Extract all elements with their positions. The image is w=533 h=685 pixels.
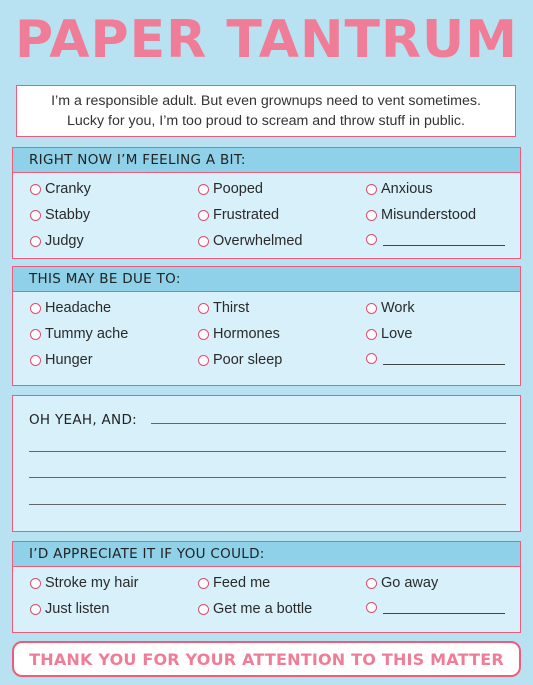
due-option-write-in[interactable] bbox=[366, 352, 505, 365]
radio-icon[interactable] bbox=[30, 184, 41, 195]
appreciate-option-bottle[interactable]: Get me a bottle bbox=[198, 601, 312, 617]
feeling-option-judgy[interactable]: Judgy bbox=[30, 233, 84, 249]
feeling-panel bbox=[12, 147, 521, 259]
due-option-hunger[interactable]: Hunger bbox=[30, 352, 93, 368]
radio-icon[interactable] bbox=[198, 236, 209, 247]
intro-box bbox=[16, 85, 516, 137]
radio-icon[interactable] bbox=[366, 234, 377, 245]
radio-icon[interactable] bbox=[30, 578, 41, 589]
radio-icon[interactable] bbox=[366, 353, 377, 364]
feeling-option-misunderstood[interactable]: Misunderstood bbox=[366, 207, 476, 223]
due-option-tummy-ache[interactable]: Tummy ache bbox=[30, 326, 128, 342]
write-line-2[interactable] bbox=[29, 451, 506, 452]
write-in-line[interactable] bbox=[383, 601, 505, 614]
due-option-poor-sleep[interactable]: Poor sleep bbox=[198, 352, 282, 368]
due-option-headache[interactable]: Headache bbox=[30, 300, 111, 316]
oh-yeah-panel bbox=[12, 395, 521, 532]
radio-icon[interactable] bbox=[366, 578, 377, 589]
radio-icon[interactable] bbox=[198, 578, 209, 589]
due-option-love[interactable]: Love bbox=[366, 326, 412, 342]
appreciate-panel bbox=[12, 541, 521, 633]
due-option-hormones[interactable]: Hormones bbox=[198, 326, 280, 342]
radio-icon[interactable] bbox=[366, 602, 377, 613]
appreciate-option-just-listen[interactable]: Just listen bbox=[30, 601, 109, 617]
due-option-work[interactable]: Work bbox=[366, 300, 415, 316]
appreciate-heading: I’D APPRECIATE IT IF YOU COULD: bbox=[13, 542, 520, 567]
radio-icon[interactable] bbox=[198, 303, 209, 314]
intro-line-1: I’m a responsible adult. But even grownups need to vent sometimes. bbox=[51, 93, 481, 109]
radio-icon[interactable] bbox=[30, 236, 41, 247]
radio-icon[interactable] bbox=[366, 329, 377, 340]
due-heading: THIS MAY BE DUE TO: bbox=[13, 267, 520, 292]
write-in-line[interactable] bbox=[383, 352, 505, 365]
feeling-option-anxious[interactable]: Anxious bbox=[366, 181, 433, 197]
appreciate-option-write-in[interactable] bbox=[366, 601, 505, 614]
radio-icon[interactable] bbox=[366, 184, 377, 195]
appreciate-option-feed-me[interactable]: Feed me bbox=[198, 575, 270, 591]
radio-icon[interactable] bbox=[198, 184, 209, 195]
oh-yeah-heading: OH YEAH, AND: bbox=[29, 412, 137, 428]
page-title: PAPER TANTRUM bbox=[14, 10, 519, 70]
radio-icon[interactable] bbox=[30, 355, 41, 366]
due-panel bbox=[12, 266, 521, 386]
write-line-1[interactable] bbox=[151, 423, 506, 424]
radio-icon[interactable] bbox=[366, 303, 377, 314]
feeling-option-stabby[interactable]: Stabby bbox=[30, 207, 90, 223]
appreciate-option-go-away[interactable]: Go away bbox=[366, 575, 438, 591]
radio-icon[interactable] bbox=[366, 210, 377, 221]
radio-icon[interactable] bbox=[30, 303, 41, 314]
footer-banner: THANK YOU FOR YOUR ATTENTION TO THIS MATTER bbox=[12, 641, 521, 677]
intro-line-2: Lucky for you, I’m too proud to scream and throw stuff in public. bbox=[67, 113, 465, 129]
feeling-option-write-in[interactable] bbox=[366, 233, 505, 246]
radio-icon[interactable] bbox=[198, 329, 209, 340]
radio-icon[interactable] bbox=[30, 329, 41, 340]
feeling-option-cranky[interactable]: Cranky bbox=[30, 181, 91, 197]
radio-icon[interactable] bbox=[198, 355, 209, 366]
feeling-option-frustrated[interactable]: Frustrated bbox=[198, 207, 279, 223]
due-option-thirst[interactable]: Thirst bbox=[198, 300, 249, 316]
write-line-4[interactable] bbox=[29, 504, 506, 505]
radio-icon[interactable] bbox=[30, 604, 41, 615]
feeling-option-pooped[interactable]: Pooped bbox=[198, 181, 263, 197]
radio-icon[interactable] bbox=[198, 210, 209, 221]
write-line-3[interactable] bbox=[29, 477, 506, 478]
radio-icon[interactable] bbox=[30, 210, 41, 221]
write-in-line[interactable] bbox=[383, 233, 505, 246]
feeling-option-overwhelmed[interactable]: Overwhelmed bbox=[198, 233, 302, 249]
appreciate-option-stroke-hair[interactable]: Stroke my hair bbox=[30, 575, 138, 591]
radio-icon[interactable] bbox=[198, 604, 209, 615]
feeling-heading: RIGHT NOW I’M FEELING A BIT: bbox=[13, 148, 520, 173]
